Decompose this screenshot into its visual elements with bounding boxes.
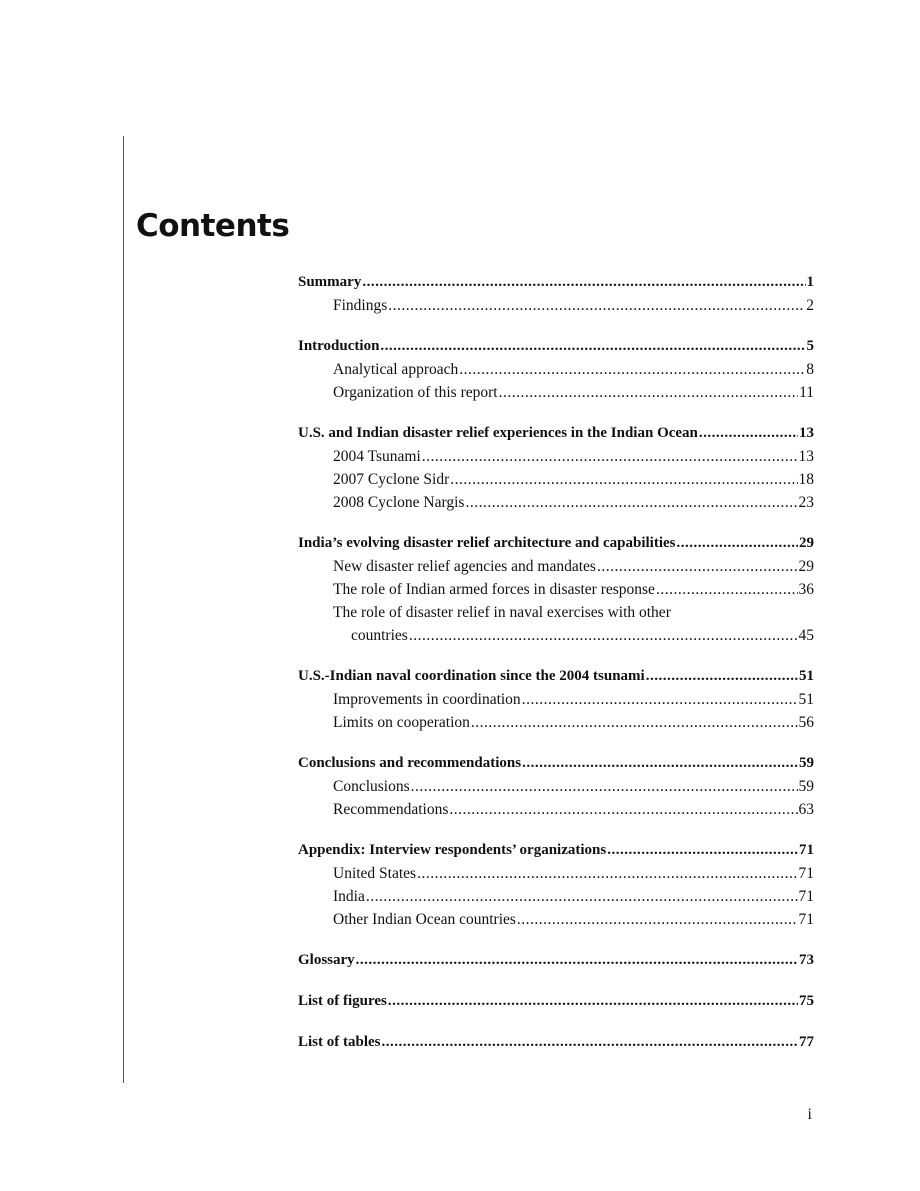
dot-leader [646,665,798,688]
dot-leader [522,752,798,775]
toc-section-summary [298,271,814,317]
toc-page-number: 18 [798,471,814,488]
dot-leader [522,688,798,711]
toc-entry-label: Appendix: Interview respondents’ organizations [298,842,607,858]
toc-page-number: 45 [798,627,814,644]
toc-section-conclusions [298,752,814,821]
toc-entry-india[interactable] [298,885,814,908]
toc-entry-recommendations[interactable] [298,798,814,821]
dot-leader [499,381,798,404]
toc-page-number: 5 [806,338,814,354]
toc-page-number: 71 [799,842,814,858]
toc-entry-label: Other Indian Ocean countries [333,911,516,928]
dot-leader [656,578,798,601]
toc-section-figures [298,990,814,1013]
toc-entry-label: 2008 Cyclone Nargis [333,494,465,511]
dot-leader [380,335,805,358]
toc-entry-analytical-approach[interactable] [298,358,814,381]
toc-entry-improvements[interactable] [298,688,814,711]
toc-page-number: 73 [799,952,814,968]
toc-entry-naval-exercises[interactable] [298,624,814,647]
toc-entry-summary[interactable] [298,271,814,294]
dot-leader [517,908,798,931]
toc-page-number: 56 [798,714,814,731]
toc-entry-label: List of tables [298,1034,381,1050]
toc-section-introduction [298,335,814,404]
toc-page-number: 11 [799,384,814,401]
toc-entry-label: United States [333,865,417,882]
toc-page-number: 59 [799,755,814,771]
toc-entry-architecture[interactable] [298,532,814,555]
dot-leader [382,1031,799,1054]
toc-entry-introduction[interactable] [298,335,814,358]
toc-entry-united-states[interactable] [298,862,814,885]
toc-entry-label: The role of Indian armed forces in disaster response [333,581,655,598]
toc-entry-label: Conclusions and recommendations [298,755,522,771]
toc-page-number: 71 [798,865,814,882]
toc-entry-limits[interactable] [298,711,814,734]
toc-section-tables [298,1031,814,1054]
toc-entry-label: Improvements in coordination [333,691,521,708]
toc-entry-label: 2004 Tsunami [333,448,421,465]
page-folio: i [807,1106,812,1123]
dot-leader [388,990,798,1013]
toc-entry-figures[interactable] [298,990,814,1013]
dot-leader [677,532,799,555]
toc-page-number: 51 [799,668,814,684]
toc-entry-label: 2007 Cyclone Sidr [333,471,450,488]
toc-entry-label: Introduction [298,338,380,354]
dot-leader [459,358,805,381]
dot-leader [465,491,797,514]
toc-page-number: 13 [799,425,814,441]
dot-leader [699,422,798,445]
toc-entry-label: U.S. and Indian disaster relief experiences in the Indian Ocean [298,425,698,441]
toc-entry-sidr-2007[interactable] [298,468,814,491]
toc-entry-label: countries [351,627,408,644]
toc-page-number: 2 [806,297,814,314]
toc-entry-tables[interactable] [298,1031,814,1054]
toc-entry-label: Limits on cooperation [333,714,470,731]
toc-entry-label: Recommendations [333,801,449,818]
toc-page-number: 13 [798,448,814,465]
toc-entry-label: Conclusions [333,778,410,795]
toc-entry-armed-forces[interactable] [298,578,814,601]
toc-entry-label: Organization of this report [333,384,498,401]
toc-entry-label: Analytical approach [333,361,459,378]
toc-page-number: 36 [798,581,814,598]
page-title: Contents [136,208,290,244]
dot-leader [417,862,797,885]
dot-leader [366,885,798,908]
dot-leader [362,271,805,294]
toc-entry-conclusions-recommendations[interactable] [298,752,814,775]
toc-page-number: 8 [806,361,814,378]
toc-entry-tsunami-2004[interactable] [298,445,814,468]
toc-entry-label: U.S.-Indian naval coordination since the 2004 tsunami [298,668,645,684]
toc-entry-nargis-2008[interactable] [298,491,814,514]
toc-entry-new-agencies[interactable] [298,555,814,578]
toc-entry-experiences[interactable] [298,422,814,445]
toc-entry-findings[interactable] [298,294,814,317]
toc-entry-label: New disaster relief agencies and mandates [333,558,596,575]
dot-leader [411,775,798,798]
toc-page-number: 51 [798,691,814,708]
dot-leader [356,949,798,972]
toc-page-number: 63 [798,801,814,818]
dot-leader [449,798,797,821]
toc-section-appendix [298,839,814,931]
table-of-contents [298,271,814,1072]
margin-rule [123,136,124,1083]
toc-entry-label: List of figures [298,993,387,1009]
dot-leader [409,624,798,647]
dot-leader [471,711,798,734]
toc-entry-organization[interactable] [298,381,814,404]
toc-entry-naval-coordination[interactable] [298,665,814,688]
toc-entry-label: Glossary [298,952,355,968]
toc-section-glossary [298,949,814,972]
toc-page-number: 71 [798,911,814,928]
toc-entry-label: India’s evolving disaster relief architecture and capabilities [298,535,676,551]
toc-section-naval-coordination [298,665,814,734]
toc-entry-label: Summary [298,274,362,290]
toc-page-number: 77 [799,1034,814,1050]
toc-page-number: 23 [798,494,814,511]
toc-entry-appendix[interactable] [298,839,814,862]
dot-leader [607,839,798,862]
dot-leader [422,445,798,468]
toc-page-number: 75 [799,993,814,1009]
toc-section-architecture [298,532,814,647]
dot-leader [597,555,798,578]
toc-entry-glossary[interactable] [298,949,814,972]
toc-entry-naval-exercises-line1[interactable]: The role of disaster relief in naval exercises with other [333,604,671,621]
toc-page-number: 71 [798,888,814,905]
toc-entry-label: India [333,888,365,905]
dot-leader [388,294,805,317]
toc-entry-conclusions[interactable] [298,775,814,798]
dot-leader [450,468,797,491]
toc-page-number: 29 [799,535,814,551]
toc-entry-other-countries[interactable] [298,908,814,931]
toc-page-number: 59 [798,778,814,795]
toc-section-experiences [298,422,814,514]
toc-page-number: 1 [806,274,814,290]
toc-page-number: 29 [798,558,814,575]
toc-entry-label: Findings [333,297,388,314]
